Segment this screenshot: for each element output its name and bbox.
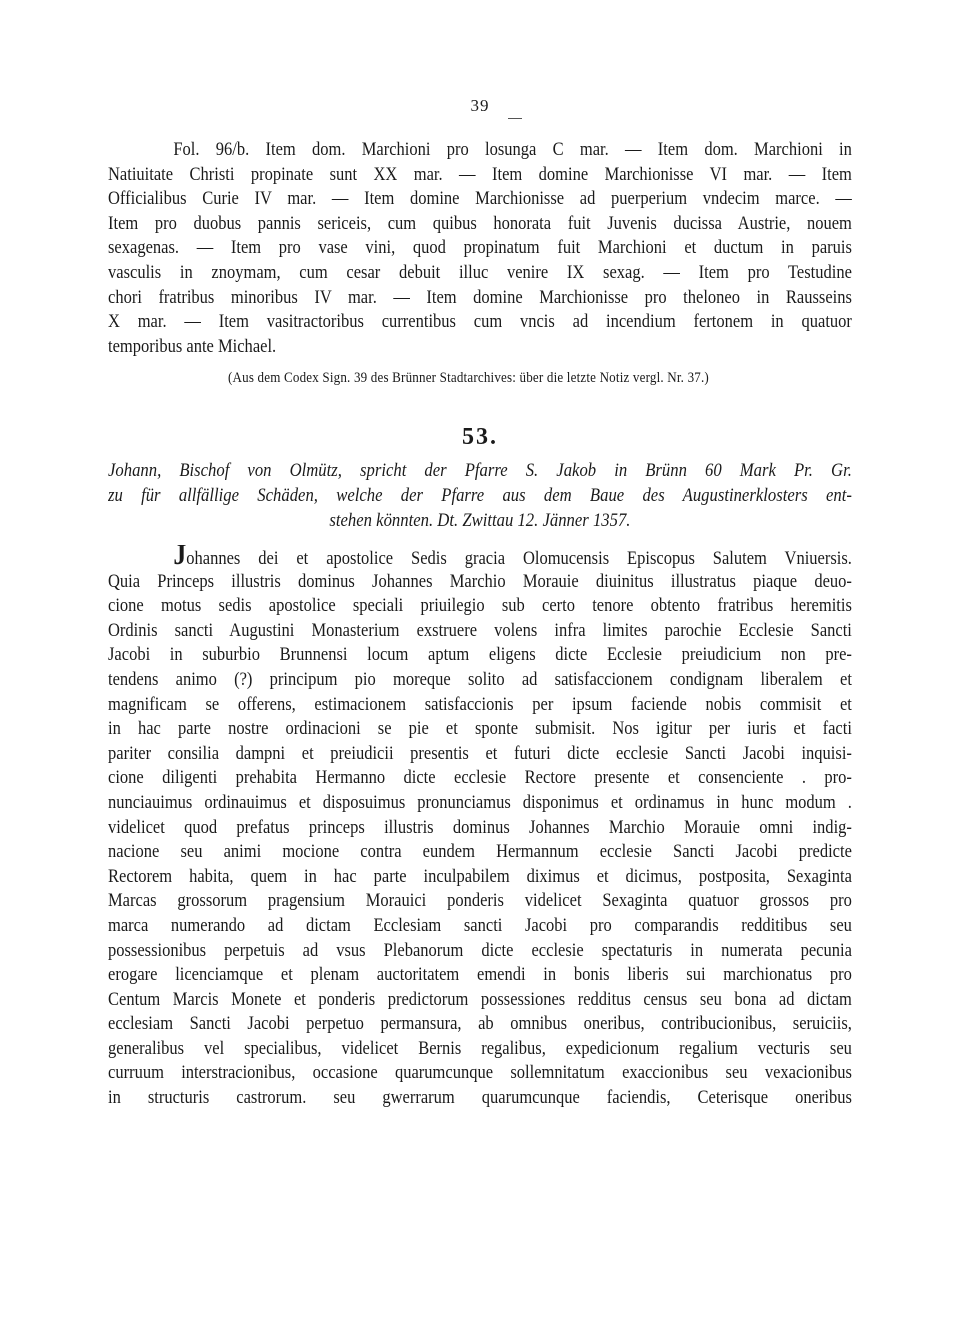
intro-line: vasculis in znoymam, cum cesar debuit illuc venire IX sexag. — Item pro Testudine: [108, 261, 852, 283]
charter-line: pariter consilia dampni et preiudicii presentis et futuri dicte ecclesie Sancti Jacobi inquisi-: [108, 742, 852, 764]
charter-first-line: [108, 545, 852, 570]
source-note: (Aus dem Codex Sign. 39 des Brünner Stadtarchives: über die letzte Notiz vergl. Nr. 37.): [228, 370, 709, 386]
charter-text: [108, 545, 852, 1111]
intro-text: [108, 138, 852, 359]
charter-line: in structuris castrorum. seu gwerrarum quarumcunque faciendis, Ceterisque oneribus: [108, 1087, 852, 1109]
intro-paragraph: [108, 138, 852, 359]
charter-line: Jacobi in suburbio Brunnensi locum aptum eligens dicte Ecclesie preiudicium non pre-: [108, 644, 852, 666]
intro-line: temporibus ante Michael.: [108, 335, 277, 357]
initial-letter: J: [173, 545, 187, 570]
header-mark: [508, 118, 522, 119]
charter-line: cione diligenti prehabita Hermanno dicte ecclesie Rectore presente et consenciente . pro-: [108, 767, 852, 789]
charter-line: marca numerando ad dictam Ecclesiam sancti Jacobi pro comparandis redditibus seu: [108, 914, 852, 936]
document-number: 53.: [462, 424, 498, 450]
charter-line: videlicet quod prefatus princeps illustris dominus Johannes Marchio Morauie omni indig-: [108, 816, 852, 838]
charter-line: magnificam se offerens, estimacionem satisfaccionis per ipsum faciende nobis commisit et: [108, 693, 852, 715]
charter-line: Quia Princeps illustris dominus Johannes Marchio Morauie diuinitus illustratus piaque deuo-: [108, 570, 852, 592]
intro-line: Officialibus Curie IV mar. — Item domine Marchionisse ad puerperium vndecim marce. —: [108, 188, 852, 210]
charter-line: nunciauimus ordinauimus et disposuimus pronunciamus disponimus et ordinamus in hunc modum .: [108, 791, 852, 813]
regest-line: stehen könnten. Dt. Zwittau 12. Jänner 1357.: [329, 509, 631, 531]
charter-line: curruum interstracionibus, occasione quarumcunque sollemnitatum exaccionibus seu vexacionibus: [108, 1062, 852, 1084]
regest-line: Johann, Bischof von Olmütz, spricht der Pfarre S. Jakob in Brünn 60 Mark Pr. Gr.: [108, 460, 852, 481]
charter-line: nacione seu animi mocione contra eundem Hermannum ecclesie Sancti Jacobi predicte: [108, 841, 852, 863]
charter-line: Marcas grossorum pragensium Morauici ponderis videlicet Sexaginta quatuor grossos pro: [108, 890, 852, 912]
intro-line: X mar. — Item vasitractoribus currentibus cum vncis ad incendium fertonem in quatuor: [108, 311, 852, 333]
charter-line: tendens animo (?) principum pio moreque solito ad satisfaccionem condignam liberalem et: [108, 668, 852, 690]
charter-line: ecclesiam Sancti Jacobi perpetuo permansura, ab omnibus oneribus, contribucionibus, seruiciis,: [108, 1013, 852, 1035]
intro-line: sexagenas. — Item pro vase vini, quod propinatum fuit Marchioni et ductum in paruis: [108, 237, 852, 259]
charter-line: in hac parte nostre ordinacioni se pie et sponte submisit. Nos igitur per iuris et facti: [108, 718, 852, 740]
charter-line: Rectorem habita, quem in hac parte inculpabilem diximus et dicimus, postposita, Sexaginta: [108, 865, 852, 887]
charter-line: possessionibus perpetuis ad vsus Plebanorum dicte ecclesie spectaturis in numerata pecunia: [108, 939, 852, 961]
intro-line: chori fratribus minoribus IV mar. — Item domine Marchionisse pro theloneo in Rausseins: [108, 286, 852, 308]
intro-line: Natiuitate Christi propinate sunt XX mar. — Item domine Marchionisse VI mar. — Item: [108, 163, 852, 185]
regest-line: zu für allfällige Schäden, welche der Pfarre aus dem Baue des Augustinerklosters ent-: [108, 484, 852, 506]
charter-line: erogare licenciamque et plenam auctoritatem emendi in bonis liberis sui marchionatus pro: [108, 964, 852, 986]
charter-line: cione motus sedis apostolice speciali priuilegio sub certo tenore obtento fratribus heremitis: [108, 595, 852, 617]
charter-first-line-text: ohannes dei et apostolice Sedis gracia Olomucensis Episcopus Salutem Vniuersis.: [186, 548, 852, 569]
charter-line: Ordinis sancti Augustini Monasterium exstruere volens infra limites parochie Ecclesie Sancti: [108, 619, 852, 641]
charter-line: generalibus vel specialibus, videlicet Bernis regalibus, expedicionum regalium vecturis seu: [108, 1037, 852, 1059]
charter-line: Centum Marcis Monete et ponderis predictorum possessiones redditus census seu bona ad dictam: [108, 988, 852, 1010]
intro-line: Fol. 96/b. Item dom. Marchioni pro losunga C mar. — Item dom. Marchioni in: [173, 139, 852, 160]
page-number: 39: [470, 96, 490, 115]
regest: [108, 459, 852, 533]
intro-line: Item pro duobus pannis sericeis, cum quibus honorata fuit Juvenis ducissa Austrie, nouem: [108, 212, 852, 234]
